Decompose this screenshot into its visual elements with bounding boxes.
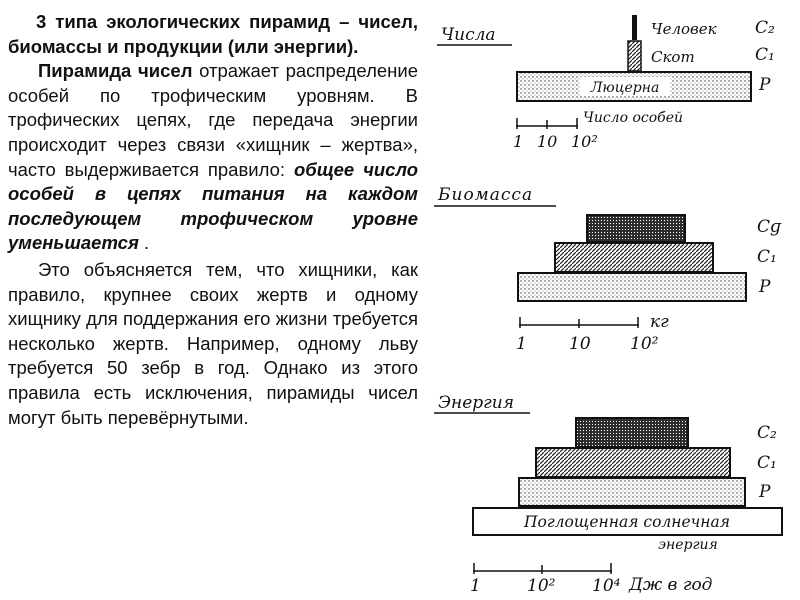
energy-c2-bar <box>576 418 688 447</box>
numbers-pyramid-end: . <box>138 232 150 254</box>
numbers-tick-10: 10 <box>537 132 558 151</box>
numbers-tick-100: 10² <box>571 132 598 151</box>
energy-tick-10000: 10⁴ <box>592 576 621 596</box>
energy-code-c2: C₂ <box>757 423 777 443</box>
explanation-paragraph: Это объясняется тем, что хищники, как правило, крупнее своих жертв и одному хищнику для поддержания его жизни требуется несколько жертв. Например, одному льву требуется 50 зебр в год. Однако из этого правила есть исключения, пирамиды чисел могут быть перевёрнутыми. <box>8 258 418 428</box>
biomass-axis <box>519 317 639 328</box>
energy-unit: Дж в год <box>629 575 713 595</box>
biomass-code-c2: Cɡ <box>757 217 781 237</box>
numbers-code-c2: C₂ <box>755 18 775 38</box>
biomass-tick-10: 10 <box>569 334 591 354</box>
biomass-heading: Биомасса <box>438 185 534 205</box>
biomass-code-p: P <box>759 277 771 297</box>
biomass-p-bar <box>518 273 746 301</box>
ecological-pyramids-figure <box>420 0 800 600</box>
numbers-tick-1: 1 <box>513 132 524 151</box>
energy-solar-label: Поглощенная солнечная <box>523 513 731 531</box>
biomass-tick-100: 10² <box>630 334 659 354</box>
numbers-c2-bar <box>632 15 637 40</box>
energy-tick-1: 1 <box>470 576 481 596</box>
energy-p-bar <box>519 478 745 506</box>
energy-tick-100: 10² <box>527 576 556 596</box>
numbers-pyramid-term: Пирамида чисел <box>38 60 193 82</box>
biomass-c2-bar <box>587 215 685 242</box>
energy-heading: Энергия <box>438 393 514 413</box>
biomass-unit: кг <box>650 312 669 332</box>
numbers-c1-bar <box>628 41 641 71</box>
biomass-c1-bar <box>555 243 713 272</box>
numbers-pyramid-definition: отражает распределение особей по трофическим уровням. В трофических цепях, где передача энергии происходит через связи «хищник – жертва», часто выдерживается правило: <box>8 60 419 180</box>
energy-solar-label-2: энергия <box>658 537 718 553</box>
numbers-axis-label: Число особей <box>583 110 684 126</box>
energy-c1-bar <box>536 448 730 477</box>
biomass-code-c1: C₁ <box>757 247 777 267</box>
numbers-pyramid-paragraph <box>8 59 418 256</box>
numbers-heading: Числа <box>441 25 496 45</box>
energy-axis <box>473 563 612 574</box>
numbers-c2-label: Человек <box>651 20 717 38</box>
numbers-code-c1: C₁ <box>755 45 775 65</box>
numbers-pyramid-rule: общее число особей в цепях питания на каждом последующем трофическом уровне уменьшается <box>8 158 419 254</box>
numbers-code-p: P <box>759 75 771 95</box>
numbers-c1-label: Скот <box>651 48 695 66</box>
numbers-p-label: Люцерна <box>590 80 660 96</box>
text-column <box>8 10 418 430</box>
numbers-axis <box>516 118 578 129</box>
slide-title: 3 типа экологических пирамид – чисел, биомассы и продукции (или энергии). <box>8 11 418 57</box>
biomass-tick-1: 1 <box>516 334 527 354</box>
energy-code-c1: C₁ <box>757 453 777 473</box>
energy-code-p: P <box>759 482 771 502</box>
